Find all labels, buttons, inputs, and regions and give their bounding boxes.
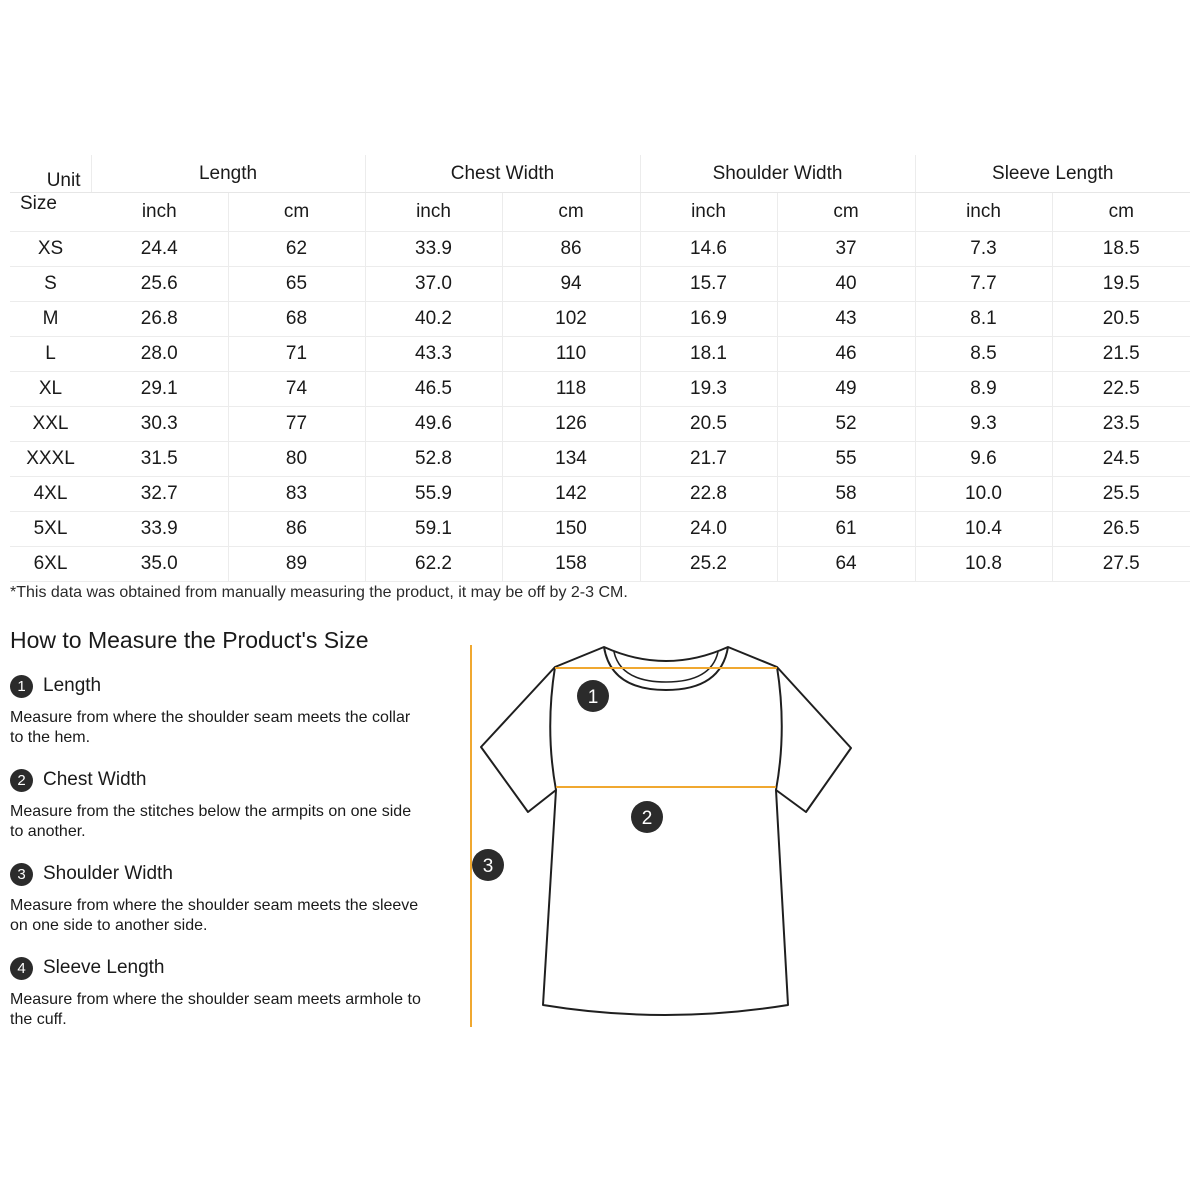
size-value-cell: 24.4: [91, 232, 228, 267]
size-value-cell: 15.7: [640, 267, 777, 302]
size-value-cell: 20.5: [1052, 302, 1190, 337]
size-value-cell: 142: [502, 477, 640, 512]
unit-header: inch: [640, 193, 777, 232]
size-value-cell: 158: [502, 547, 640, 582]
group-header-length: Length: [91, 155, 365, 193]
size-label-cell: XS: [10, 232, 91, 267]
size-value-cell: 8.9: [915, 372, 1052, 407]
size-value-cell: 22.5: [1052, 372, 1190, 407]
marker-2-label: 2: [641, 808, 653, 829]
unit-header: cm: [1052, 193, 1190, 232]
size-row: [10, 442, 1190, 477]
unit-header: cm: [502, 193, 640, 232]
step-title: Length: [43, 675, 102, 696]
step-shoulder-width: [10, 861, 440, 936]
size-value-cell: 29.1: [91, 372, 228, 407]
size-value-cell: 24.5: [1052, 442, 1190, 477]
size-value-cell: 62: [228, 232, 365, 267]
size-value-cell: 25.2: [640, 547, 777, 582]
howto-title: How to Measure the Product's Size: [10, 627, 369, 653]
size-value-cell: 40: [777, 267, 915, 302]
size-value-cell: 110: [502, 337, 640, 372]
measurement-note: *This data was obtained from manually measuring the product, it may be off by 2-3 CM.: [10, 584, 628, 601]
size-value-cell: 24.0: [640, 512, 777, 547]
corner-unit-label: Unit: [10, 155, 91, 193]
unit-header: cm: [228, 193, 365, 232]
size-row: [10, 407, 1190, 442]
size-value-cell: 16.9: [640, 302, 777, 337]
size-value-cell: 83: [228, 477, 365, 512]
size-value-cell: 37.0: [365, 267, 502, 302]
step-description: Measure from the stitches below the armpits on one side to another.: [10, 803, 412, 840]
size-value-cell: 86: [502, 232, 640, 267]
size-value-cell: 33.9: [91, 512, 228, 547]
step-chest-width: [10, 767, 440, 842]
size-row: [10, 547, 1190, 582]
size-label-cell: 5XL: [10, 512, 91, 547]
size-value-cell: 46: [777, 337, 915, 372]
size-value-cell: 26.8: [91, 302, 228, 337]
size-value-cell: 40.2: [365, 302, 502, 337]
size-label-cell: XXXL: [10, 442, 91, 477]
marker-1: [577, 680, 609, 712]
size-row: [10, 337, 1190, 372]
size-value-cell: 32.7: [91, 477, 228, 512]
marker-1-label: 1: [587, 687, 599, 708]
unit-header: inch: [365, 193, 502, 232]
size-value-cell: 9.3: [915, 407, 1052, 442]
size-value-cell: 10.4: [915, 512, 1052, 547]
size-row: [10, 267, 1190, 302]
size-label-cell: XL: [10, 372, 91, 407]
size-value-cell: 52.8: [365, 442, 502, 477]
size-row: [10, 512, 1190, 547]
size-value-cell: 43: [777, 302, 915, 337]
size-value-cell: 35.0: [91, 547, 228, 582]
unit-header-row: [10, 193, 1190, 232]
size-value-cell: 7.7: [915, 267, 1052, 302]
size-value-cell: 86: [228, 512, 365, 547]
marker-3-label: 3: [482, 856, 494, 877]
size-row: [10, 372, 1190, 407]
step-number-badge: 1: [10, 675, 33, 698]
step-title: Chest Width: [43, 769, 147, 790]
size-value-cell: 19.3: [640, 372, 777, 407]
unit-header: inch: [91, 193, 228, 232]
size-value-cell: 33.9: [365, 232, 502, 267]
size-value-cell: 30.3: [91, 407, 228, 442]
step-title: Sleeve Length: [43, 957, 165, 978]
size-chart-table: [10, 155, 1190, 582]
size-chart-body: [10, 155, 1190, 582]
size-value-cell: 43.3: [365, 337, 502, 372]
size-value-cell: 55: [777, 442, 915, 477]
size-label-cell: M: [10, 302, 91, 337]
step-number-badge: 3: [10, 863, 33, 886]
size-value-cell: 26.5: [1052, 512, 1190, 547]
step-number-badge: 2: [10, 769, 33, 792]
step-description: Measure from where the shoulder seam meets the sleeve on one side to another side.: [10, 897, 419, 934]
size-value-cell: 64: [777, 547, 915, 582]
group-header-shoulder-width: Shoulder Width: [640, 155, 915, 193]
size-value-cell: 65: [228, 267, 365, 302]
size-label-cell: L: [10, 337, 91, 372]
tshirt-diagram: [460, 635, 870, 1035]
size-value-cell: 68: [228, 302, 365, 337]
size-value-cell: 28.0: [91, 337, 228, 372]
size-value-cell: 118: [502, 372, 640, 407]
size-row: [10, 302, 1190, 337]
size-value-cell: 49: [777, 372, 915, 407]
unit-header: cm: [777, 193, 915, 232]
size-value-cell: 10.0: [915, 477, 1052, 512]
size-row: [10, 477, 1190, 512]
size-value-cell: 8.5: [915, 337, 1052, 372]
size-value-cell: 71: [228, 337, 365, 372]
size-value-cell: 77: [228, 407, 365, 442]
size-value-cell: 61: [777, 512, 915, 547]
step-number-badge: 4: [10, 957, 33, 980]
group-header-sleeve-length: Sleeve Length: [915, 155, 1190, 193]
size-value-cell: 8.1: [915, 302, 1052, 337]
unit-header: inch: [915, 193, 1052, 232]
size-value-cell: 27.5: [1052, 547, 1190, 582]
size-value-cell: 62.2: [365, 547, 502, 582]
size-value-cell: 49.6: [365, 407, 502, 442]
size-value-cell: 7.3: [915, 232, 1052, 267]
size-value-cell: 21.5: [1052, 337, 1190, 372]
size-value-cell: 25.6: [91, 267, 228, 302]
size-value-cell: 19.5: [1052, 267, 1190, 302]
size-value-cell: 55.9: [365, 477, 502, 512]
size-value-cell: 52: [777, 407, 915, 442]
size-value-cell: 25.5: [1052, 477, 1190, 512]
size-value-cell: 150: [502, 512, 640, 547]
size-row: [10, 232, 1190, 267]
size-value-cell: 31.5: [91, 442, 228, 477]
size-label-cell: XXL: [10, 407, 91, 442]
size-value-cell: 80: [228, 442, 365, 477]
size-value-cell: 134: [502, 442, 640, 477]
size-value-cell: 21.7: [640, 442, 777, 477]
size-value-cell: 74: [228, 372, 365, 407]
size-value-cell: 23.5: [1052, 407, 1190, 442]
size-value-cell: 126: [502, 407, 640, 442]
size-label-cell: S: [10, 267, 91, 302]
size-value-cell: 102: [502, 302, 640, 337]
marker-2: [631, 801, 663, 833]
size-value-cell: 9.6: [915, 442, 1052, 477]
size-value-cell: 18.5: [1052, 232, 1190, 267]
size-label-cell: 4XL: [10, 477, 91, 512]
size-value-cell: 18.1: [640, 337, 777, 372]
marker-3: [472, 849, 504, 881]
tshirt-outline: [481, 647, 851, 1015]
size-value-cell: 46.5: [365, 372, 502, 407]
size-value-cell: 14.6: [640, 232, 777, 267]
group-header-chest-width: Chest Width: [365, 155, 640, 193]
size-label-cell: 6XL: [10, 547, 91, 582]
step-description: Measure from where the shoulder seam meets the collar to the hem.: [10, 709, 411, 746]
size-value-cell: 58: [777, 477, 915, 512]
group-header-row: [10, 155, 1190, 193]
step-sleeve-length: [10, 955, 440, 1030]
step-description: Measure from where the shoulder seam meets armhole to the cuff.: [10, 991, 421, 1028]
size-value-cell: 37: [777, 232, 915, 267]
size-value-cell: 10.8: [915, 547, 1052, 582]
step-length: [10, 673, 440, 748]
size-value-cell: 94: [502, 267, 640, 302]
size-value-cell: 22.8: [640, 477, 777, 512]
size-value-cell: 59.1: [365, 512, 502, 547]
step-title: Shoulder Width: [43, 863, 173, 884]
size-value-cell: 20.5: [640, 407, 777, 442]
size-value-cell: 89: [228, 547, 365, 582]
corner-size-label: Size: [10, 193, 91, 232]
